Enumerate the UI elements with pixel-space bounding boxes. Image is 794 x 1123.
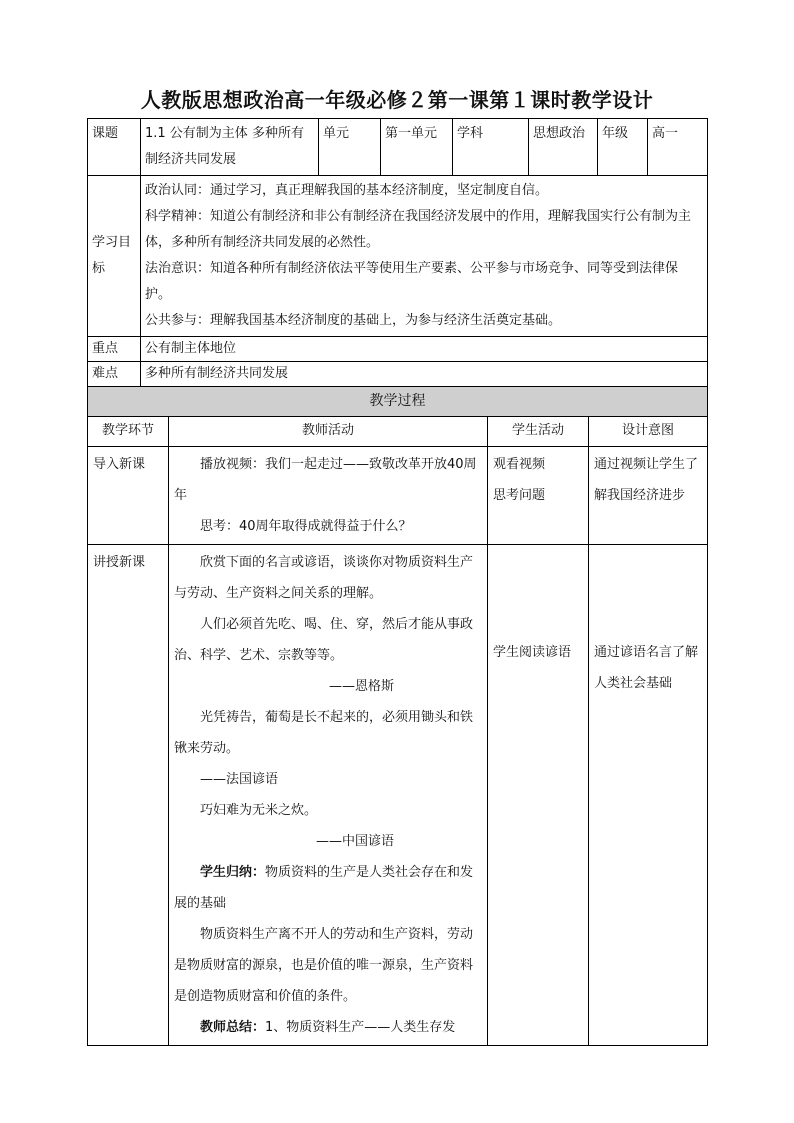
- key-point-value: 公有制主体地位: [141, 337, 708, 362]
- intro-student-line2: 思考问题: [493, 488, 546, 503]
- col-intent: 设计意图: [589, 417, 708, 447]
- goal-public: 公共参与：理解我国基本经济制度的基础上，为参与经济生活奠定基础。: [145, 313, 562, 328]
- goals-content: [141, 176, 708, 337]
- page-title: 人教版思想政治高一年级必修２第一课第１课时教学设计: [140, 88, 654, 112]
- lesson-plan-table: [87, 118, 707, 1046]
- lecture-t6: 巧妇难为无米之炊。: [200, 803, 318, 818]
- goal-law: 法治意识：知道各种所有制经济依法平等使用生产要素、公平参与市场竞争、同等受到法律保护。: [145, 261, 679, 302]
- intro-teacher-line1: 播放视频：我们一起走过——致敬改革开放40周年: [174, 457, 477, 503]
- lecture-teacher: [169, 545, 488, 1046]
- process-table: [87, 386, 708, 1046]
- difficulty-label: 难点: [88, 362, 141, 387]
- unit-value: 第一单元: [381, 119, 453, 176]
- key-point-label: 重点: [88, 337, 141, 362]
- process-header: 教学过程: [88, 387, 708, 417]
- intro-student-line1: 观看视频: [493, 457, 546, 472]
- info-table: [87, 118, 708, 387]
- lecture-student: 学生阅读谚语: [488, 545, 589, 1046]
- lecture-t10-text: 1、物质资料生产——人类生存发: [265, 1020, 456, 1035]
- lecture-t8: [174, 857, 482, 919]
- intro-teacher: [169, 447, 488, 545]
- intro-stage: 导入新课: [88, 447, 169, 545]
- topic-value: 1.1 公有制为主体 多种所有制经济共同发展: [141, 119, 319, 176]
- intro-intent: 通过视频让学生了解我国经济进步: [589, 447, 708, 545]
- subject-label: 学科: [453, 119, 529, 176]
- goal-science: 科学精神：知道公有制经济和非公有制经济在我国经济发展中的作用，理解我国实行公有制为主体，多种所有制经济共同发展的必然性。: [145, 209, 692, 250]
- lecture-t5: ——法国谚语: [200, 772, 279, 787]
- lecture-stage: 讲授新课: [88, 545, 169, 1046]
- lecture-t9: 物质资料生产离不开人的劳动和生产资料，劳动是物质财富的源泉，也是价值的唯一源泉，生产资料是创造物质财富和价值的条件。: [174, 927, 474, 1004]
- intro-teacher-line2: 思考：40周年取得成就得益于什么？: [200, 519, 412, 534]
- lecture-t1: 欣赏下面的名言或谚语，谈谈你对物质资料生产与劳动、生产资料之间关系的理解。: [174, 555, 474, 601]
- unit-label: 单元: [319, 119, 381, 176]
- lecture-t10: [174, 1012, 482, 1043]
- lecture-t8-text: 物质资料的生产是人类社会存在和发展的基础: [174, 865, 474, 911]
- col-student: 学生活动: [488, 417, 589, 447]
- col-stage: 教学环节: [88, 417, 169, 447]
- difficulty-value: 多种所有制经济共同发展: [141, 362, 708, 387]
- goals-label: 学习目标: [88, 176, 141, 337]
- lecture-t2: 人们必须首先吃、喝、住、穿，然后才能从事政治、科学、艺术、宗教等等。: [174, 617, 474, 663]
- lecture-t3: ——恩格斯: [328, 679, 394, 694]
- grade-label: 年级: [598, 119, 648, 176]
- subject-value: 思想政治: [529, 119, 598, 176]
- col-teacher: 教师活动: [169, 417, 488, 447]
- grade-value: 高一: [648, 119, 708, 176]
- lecture-t7: ——中国谚语: [315, 834, 394, 849]
- intro-student: [488, 447, 589, 545]
- lecture-t8-bold: 学生归纳：: [200, 865, 266, 880]
- lecture-t10-bold: 教师总结：: [200, 1020, 266, 1035]
- topic-label: 课题: [88, 119, 141, 176]
- lecture-intent: 通过谚语名言了解人类社会基础: [589, 545, 708, 1046]
- goal-political: 政治认同：通过学习，真正理解我国的基本经济制度，坚定制度自信。: [145, 183, 549, 198]
- lecture-t4: 光凭祷告，葡萄是长不起来的，必须用锄头和铁锹来劳动。: [174, 710, 474, 756]
